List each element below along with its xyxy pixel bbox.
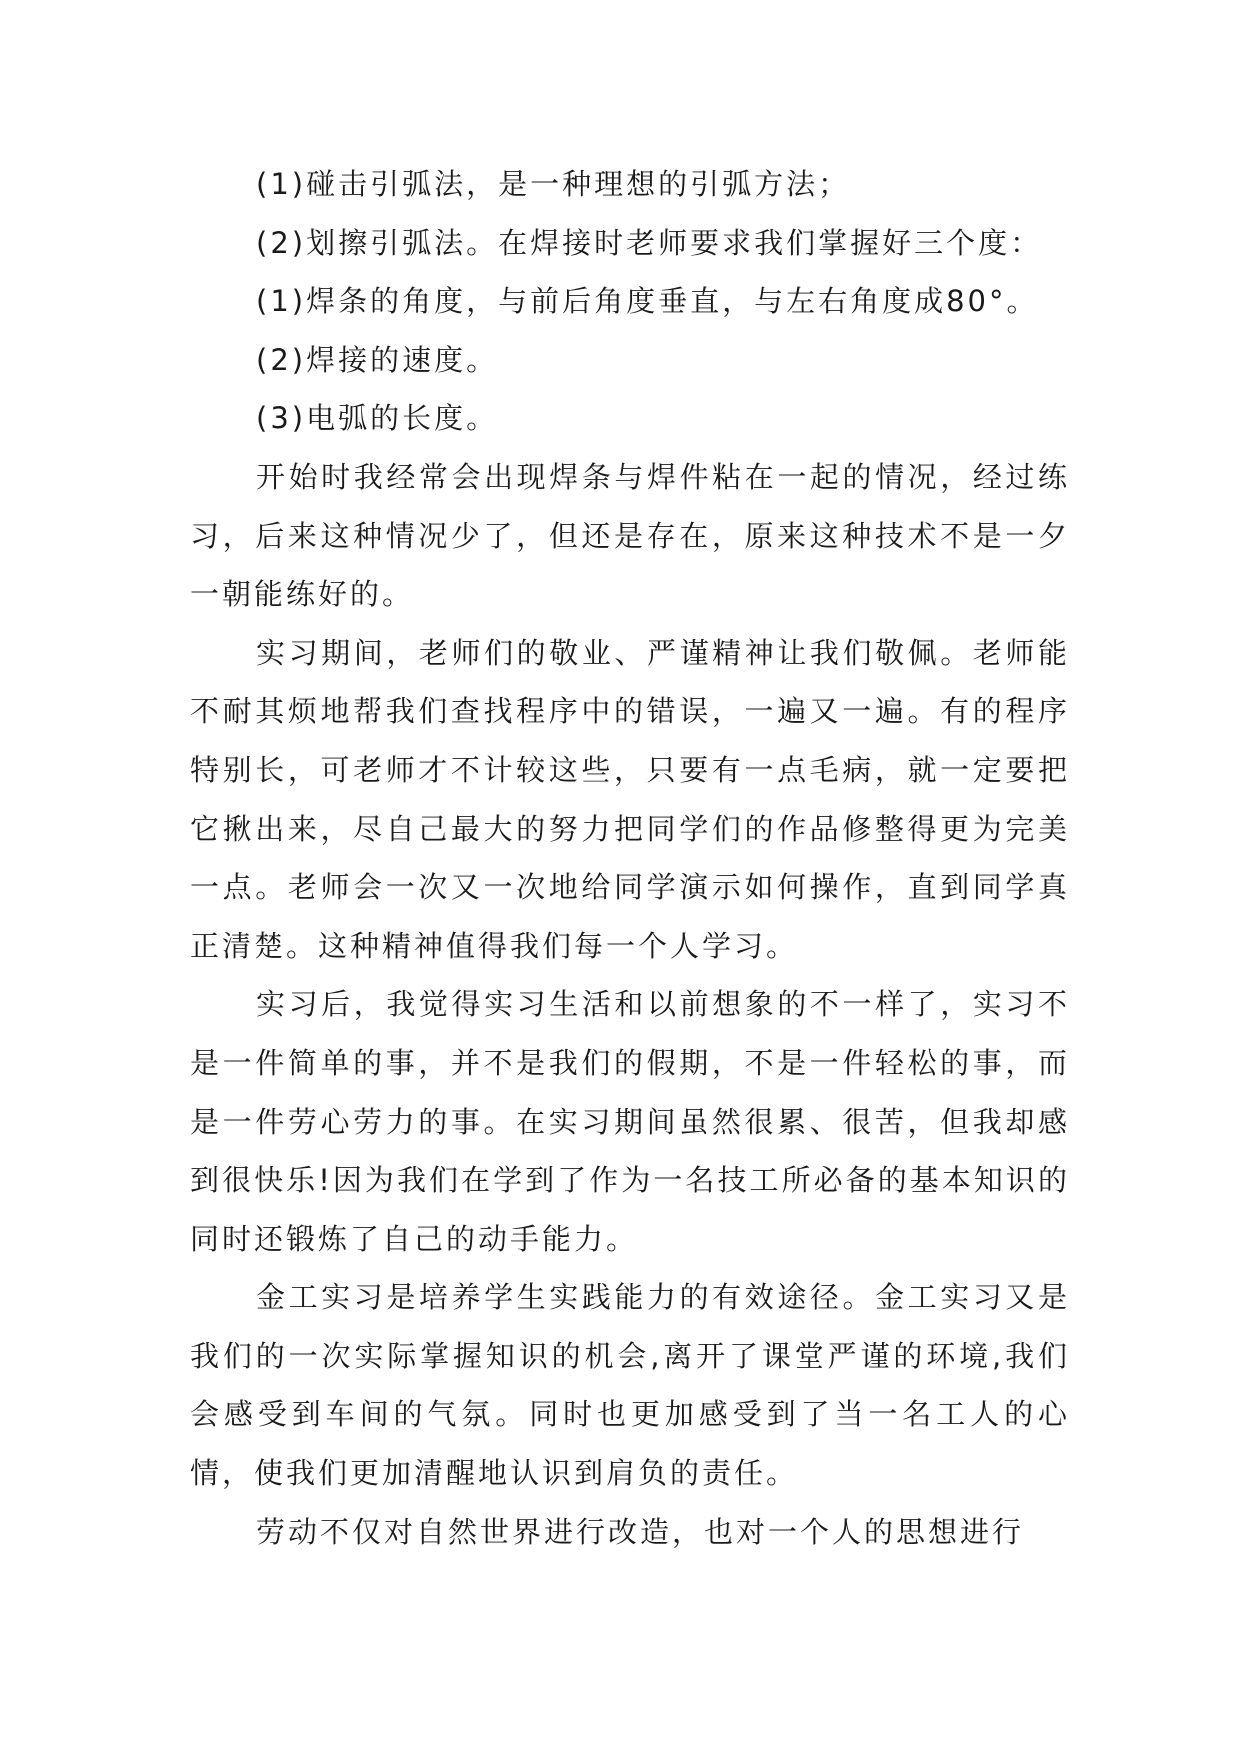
paragraph-labor-transforms: 劳动不仅对自然世界进行改造，也对一个人的思想进行 xyxy=(256,1514,1025,1549)
paragraph-welding-speed: (2)焊接的速度。 xyxy=(256,342,499,377)
paragraph-scratch-arc-method: (2)划擦引弧法。在焊接时老师要求我们掌握好三个度： xyxy=(256,225,1043,260)
paragraph-after-internship: 实习后，我觉得实习生活和以前想象的不一样了，实习不是一件简单的事，并不是我们的假期，不是一件轻松的事，而是一件劳心劳力的事。在实习期间虽然很累、很苦，但我却感到很快乐!因为我们在学到了作为一名技工所必备的基本知识的同时还锻炼了自己的动手能力。 xyxy=(190,987,1070,1256)
paragraph-practice-experience: 开始时我经常会出现焊条与焊件粘在一起的情况，经过练习，后来这种情况少了，但还是存在，原来这种技术不是一夕一朝能练好的。 xyxy=(190,459,1070,612)
paragraph-metalwork-practice: 金工实习是培养学生实践能力的有效途径。金工实习又是我们的一次实际掌握知识的机会,离开了课堂严谨的环境,我们会感受到车间的气氛。同时也更加感受到了当一名工人的心情，使我们更加清醒地认识到肩负的责任。 xyxy=(190,1280,1070,1491)
paragraph-teachers-dedication: 实习期间，老师们的敬业、严谨精神让我们敬佩。老师能不耐其烦地帮我们查找程序中的错误，一遍又一遍。有的程序特别长，可老师才不计较这些，只要有一点毛病，就一定要把它揪出来，尽自己最大的努力把同学们的作品修整得更为完美一点。老师会一次又一次地给同学演示如何操作，直到同学真正清楚。这种精神值得我们每一个人学习。 xyxy=(190,635,1070,963)
paragraph-arc-striking-method: (1)碰击引弧法，是一种理想的引弧方法； xyxy=(256,167,851,201)
document-body xyxy=(190,155,1070,1561)
paragraph-electrode-angle: (1)焊条的角度，与前后角度垂直，与左右角度成80°。 xyxy=(256,284,1039,319)
paragraph-arc-length: (3)电弧的长度。 xyxy=(256,401,499,436)
